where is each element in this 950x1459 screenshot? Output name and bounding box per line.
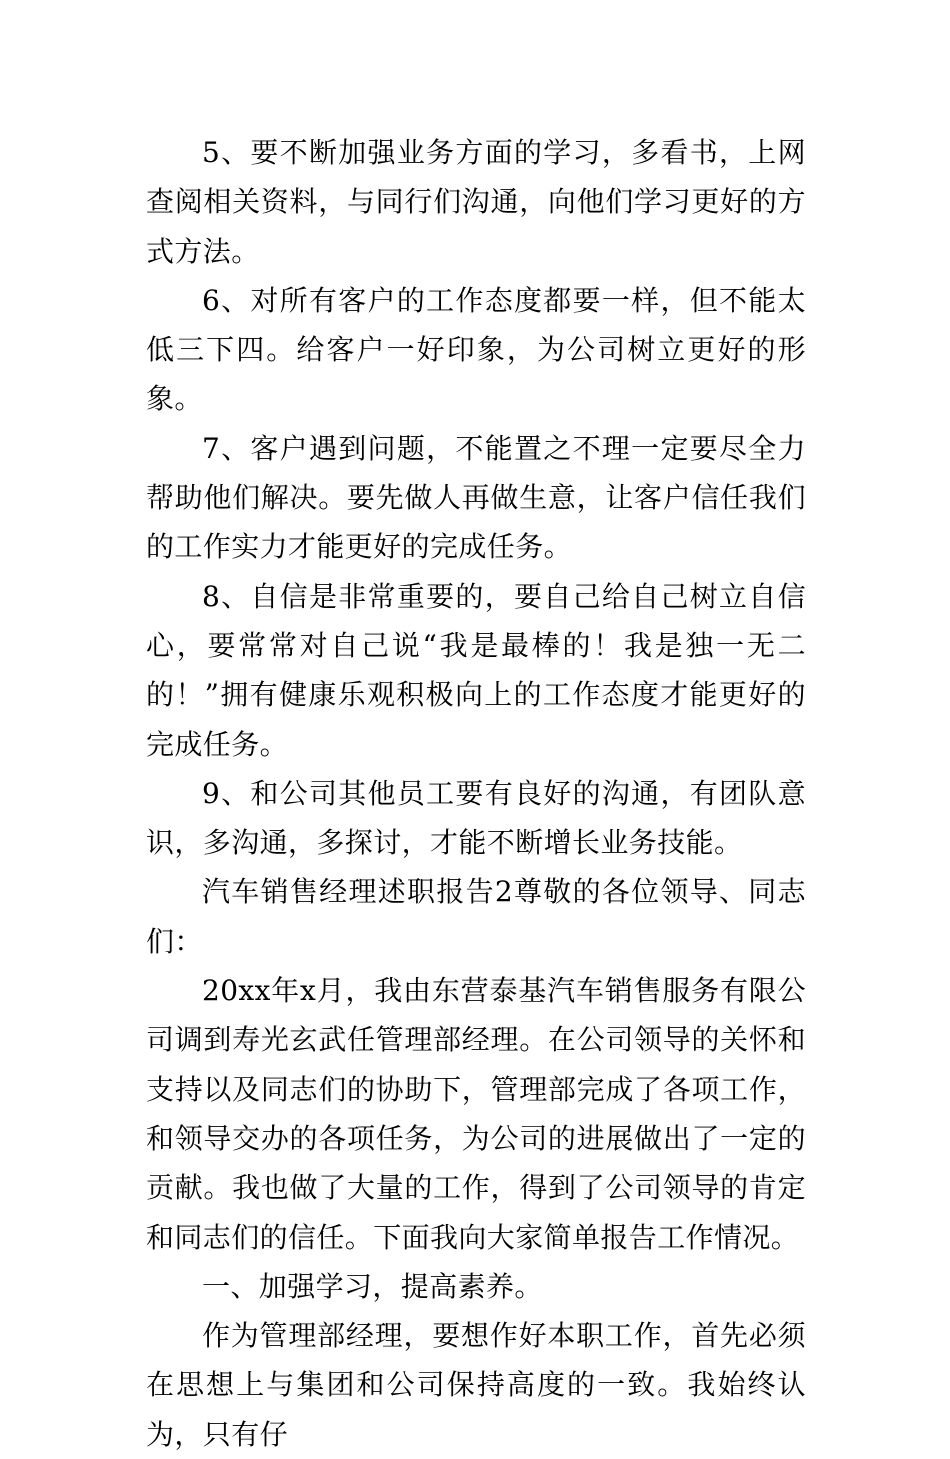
paragraph-section-1: 作为管理部经理，要想作好本职工作，首先必须在思想上与集团和公司保持高度的一致。我始终认为，只有仔 (146, 1319, 806, 1451)
paragraph-item-8: 8、自信是非常重要的，要自己给自己树立自信心，要常常对自己说“我是最棒的！我是独一无二的！”拥有健康乐观积极向上的工作态度才能更好的完成任务。 (146, 579, 806, 761)
report-heading: 汽车销售经理述职报告2尊敬的各位领导、同志们： (146, 875, 806, 958)
document-body (146, 128, 806, 1459)
paragraph-item-9: 9、和公司其他员工要有良好的沟通，有团队意识，多沟通，多探讨，才能不断增长业务技能。 (146, 776, 806, 860)
paragraph-intro: 20xx年x月，我由东营泰基汽车销售服务有限公司调到寿光玄武任管理部经理。在公司领导的关怀和支持以及同志们的协助下，管理部完成了各项工作，和领导交办的各项任务，为公司的进展做出了一定的贡献。我也做了大量的工作，得到了公司领导的肯定和同志们的信任。下面我向大家简单报告工作情况。 (146, 974, 806, 1254)
paragraph-item-5: 5、要不断加强业务方面的学习，多看书，上网查阅相关资料，与同行们沟通，向他们学习更好的方式方法。 (146, 136, 806, 268)
section-heading-1: 一、加强学习，提高素养。 (202, 1269, 543, 1303)
paragraph-item-7: 7、客户遇到问题，不能置之不理一定要尽全力帮助他们解决。要先做人再做生意，让客户信任我们的工作实力才能更好的完成任务。 (146, 431, 806, 564)
paragraph-item-6: 6、对所有客户的工作态度都要一样，但不能太低三下四。给客户一好印象，为公司树立更好的形象。 (146, 283, 806, 416)
